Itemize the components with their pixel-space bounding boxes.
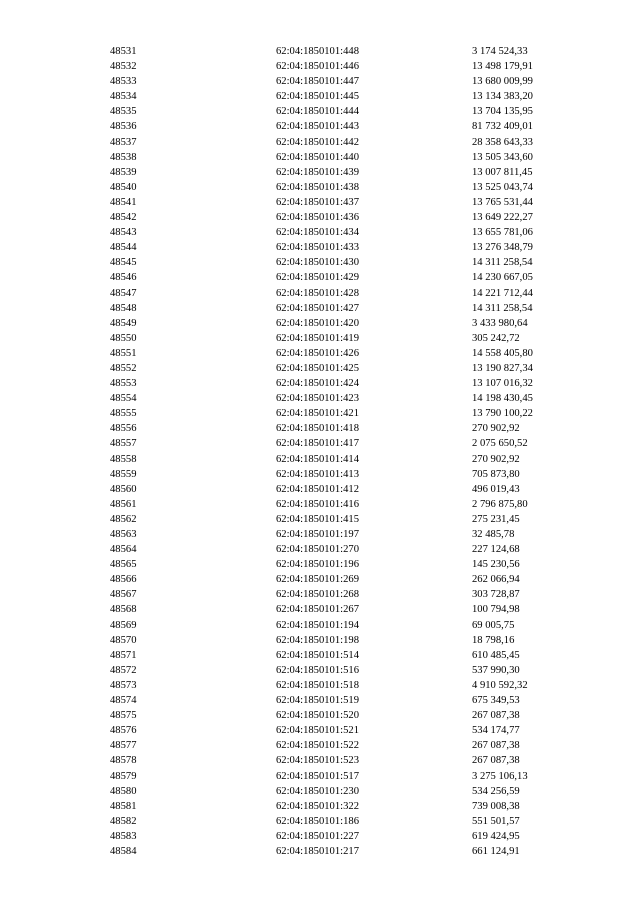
cadastral-number: 62:04:1850101:448 [276,46,359,57]
cadastral-value: 3 275 106,13 [472,770,528,782]
cadastral-number: 62:04:1850101:186 [276,815,359,827]
table-row [0,452,640,467]
table-row [0,467,640,482]
row-number: 48572 [110,664,137,676]
table-row [0,225,640,240]
table-row [0,391,640,406]
table-row [0,512,640,527]
row-number: 48552 [110,362,137,374]
cadastral-number: 62:04:1850101:416 [276,498,359,510]
table-row [0,678,640,693]
cadastral-number: 62:04:1850101:521 [276,725,359,737]
cadastral-number: 62:04:1850101:430 [276,257,359,269]
cadastral-number: 62:04:1850101:433 [276,242,359,254]
row-number: 48542 [110,212,137,224]
row-number: 48583 [110,830,137,842]
row-number: 48562 [110,513,137,525]
cadastral-number: 62:04:1850101:438 [276,181,359,193]
cadastral-value: 675 349,53 [472,695,520,707]
cadastral-value: 2 796 875,80 [472,498,528,510]
table-row [0,572,640,587]
cadastral-number: 62:04:1850101:520 [276,710,359,722]
row-number: 48555 [110,408,137,420]
table-row [0,331,640,346]
table-row [0,693,640,708]
table-row [0,104,640,119]
row-number: 48536 [110,121,137,133]
cadastral-number: 62:04:1850101:198 [276,634,359,646]
cadastral-number: 62:04:1850101:426 [276,347,359,359]
cadastral-value: 28 358 643,33 [472,136,533,148]
table-row [0,557,640,572]
cadastral-number: 62:04:1850101:446 [276,61,359,73]
cadastral-number: 62:04:1850101:440 [276,151,359,163]
cadastral-value: 267 087,38 [472,740,520,752]
cadastral-number: 62:04:1850101:415 [276,513,359,525]
table-row [0,663,640,678]
cadastral-number: 62:04:1850101:230 [276,785,359,797]
cadastral-value: 13 134 383,20 [472,91,533,103]
row-number: 48550 [110,332,137,344]
cadastral-value: 13 790 100,22 [472,408,533,420]
table-row [0,708,640,723]
cadastral-value: 14 311 258,54 [472,302,533,314]
table-row [0,648,640,663]
cadastral-number: 62:04:1850101:268 [276,589,359,601]
cadastral-value: 270 902,92 [472,423,520,435]
cadastral-value: 13 007 811,45 [472,166,533,178]
table-row [0,602,640,617]
row-number: 48584 [110,845,137,857]
cadastral-number: 62:04:1850101:414 [276,453,359,465]
row-number: 48548 [110,302,137,314]
row-number: 48565 [110,559,137,571]
cadastral-number: 62:04:1850101:518 [276,679,359,691]
cadastral-value: 13 680 009,99 [472,76,533,88]
row-number: 48570 [110,634,137,646]
cadastral-value: 705 873,80 [472,468,520,480]
cadastral-value: 145 230,56 [472,559,520,571]
row-number: 48540 [110,181,137,193]
cadastral-value: 13 107 016,32 [472,378,533,390]
cadastral-value: 275 231,45 [472,513,520,525]
table-row [0,89,640,104]
table-row [0,738,640,753]
cadastral-value: 270 902,92 [472,453,520,465]
table-row [0,270,640,285]
table-row [0,376,640,391]
table-row [0,799,640,814]
row-number: 48558 [110,453,137,465]
row-number: 48532 [110,61,137,73]
cadastral-value: 262 066,94 [472,574,520,586]
cadastral-number: 62:04:1850101:439 [276,166,359,178]
cadastral-value: 13 649 222,27 [472,212,533,224]
row-number: 48581 [110,800,137,812]
row-number: 48574 [110,695,137,707]
row-number: 48533 [110,76,137,88]
row-number: 48557 [110,438,137,450]
cadastral-number: 62:04:1850101:425 [276,362,359,374]
cadastral-value: 610 485,45 [472,649,520,661]
table-row [0,59,640,74]
row-number: 48568 [110,604,137,616]
cadastral-number: 62:04:1850101:322 [276,800,359,812]
row-number: 48537 [110,136,137,148]
row-number: 48578 [110,755,137,767]
table-row [0,361,640,376]
cadastral-number: 62:04:1850101:197 [276,529,359,540]
table-row [0,406,640,421]
cadastral-value-table [0,44,640,859]
cadastral-value: 14 230 667,05 [472,272,533,284]
row-number: 48573 [110,679,137,691]
cadastral-value: 13 190 827,34 [472,362,533,374]
table-row [0,240,640,255]
cadastral-value: 534 174,77 [472,725,520,737]
cadastral-number: 62:04:1850101:523 [276,755,359,767]
table-row [0,74,640,89]
cadastral-value: 303 728,87 [472,589,520,601]
cadastral-value: 14 558 405,80 [472,347,533,359]
row-number: 48538 [110,151,137,163]
table-row [0,844,640,859]
row-number: 48535 [110,106,137,118]
cadastral-number: 62:04:1850101:421 [276,408,359,420]
row-number: 48544 [110,242,137,254]
table-row [0,784,640,799]
table-row [0,150,640,165]
cadastral-number: 62:04:1850101:519 [276,695,359,707]
cadastral-number: 62:04:1850101:267 [276,604,359,616]
row-number: 48575 [110,710,137,722]
row-number: 48560 [110,483,137,495]
row-number: 48580 [110,785,137,797]
cadastral-value: 496 019,43 [472,483,520,495]
cadastral-value: 4 910 592,32 [472,679,528,691]
cadastral-value: 661 124,91 [472,845,520,857]
row-number: 48547 [110,287,137,299]
table-row [0,587,640,602]
table-row [0,723,640,738]
table-row [0,301,640,316]
cadastral-number: 62:04:1850101:444 [276,106,359,118]
row-number: 48566 [110,574,137,586]
table-row [0,165,640,180]
table-row [0,195,640,210]
table-row [0,769,640,784]
cadastral-number: 62:04:1850101:194 [276,619,359,631]
row-number: 48543 [110,227,137,239]
table-row [0,421,640,436]
cadastral-value: 534 256,59 [472,785,520,797]
row-number: 48539 [110,166,137,178]
cadastral-number: 62:04:1850101:418 [276,423,359,435]
table-row [0,436,640,451]
cadastral-number: 62:04:1850101:437 [276,196,359,208]
table-row [0,829,640,844]
cadastral-number: 62:04:1850101:217 [276,845,359,857]
row-number: 48576 [110,725,137,737]
cadastral-number: 62:04:1850101:424 [276,378,359,390]
cadastral-value: 267 087,38 [472,755,520,767]
cadastral-value: 13 498 179,91 [472,61,533,73]
table-row [0,542,640,557]
cadastral-value: 305 242,72 [472,332,520,344]
cadastral-value: 2 075 650,52 [472,438,528,450]
table-row [0,346,640,361]
cadastral-value: 619 424,95 [472,830,520,842]
row-number: 48545 [110,257,137,269]
row-number: 48571 [110,649,137,661]
cadastral-value: 537 990,30 [472,664,520,676]
table-row [0,210,640,225]
cadastral-number: 62:04:1850101:227 [276,830,359,842]
cadastral-value: 14 221 712,44 [472,287,533,299]
cadastral-value: 267 087,38 [472,710,520,722]
cadastral-number: 62:04:1850101:447 [276,76,359,88]
cadastral-number: 62:04:1850101:427 [276,302,359,314]
cadastral-number: 62:04:1850101:429 [276,272,359,284]
cadastral-value: 13 765 531,44 [472,196,533,208]
cadastral-number: 62:04:1850101:412 [276,483,359,495]
table-row [0,316,640,331]
cadastral-value: 14 198 430,45 [472,393,533,405]
row-number: 48549 [110,317,137,329]
table-row [0,135,640,150]
row-number: 48541 [110,196,137,208]
cadastral-value: 18 798,16 [472,634,515,646]
cadastral-number: 62:04:1850101:417 [276,438,359,450]
cadastral-number: 62:04:1850101:442 [276,136,359,148]
table-row [0,255,640,270]
row-number: 48554 [110,393,137,405]
row-number: 48559 [110,468,137,480]
row-number: 48577 [110,740,137,752]
cadastral-number: 62:04:1850101:269 [276,574,359,586]
table-row [0,482,640,497]
row-number: 48546 [110,272,137,284]
table-row [0,814,640,829]
row-number: 48582 [110,815,137,827]
cadastral-number: 62:04:1850101:522 [276,740,359,752]
cadastral-value: 13 276 348,79 [472,242,533,254]
cadastral-value: 551 501,57 [472,815,520,827]
row-number: 48561 [110,498,137,510]
cadastral-number: 62:04:1850101:443 [276,121,359,133]
cadastral-number: 62:04:1850101:516 [276,664,359,676]
cadastral-value: 13 704 135,95 [472,106,533,118]
table-row [0,633,640,648]
row-number: 48531 [110,46,137,57]
cadastral-value: 69 005,75 [472,619,515,631]
row-number: 48569 [110,619,137,631]
cadastral-value: 14 311 258,54 [472,257,533,269]
cadastral-number: 62:04:1850101:445 [276,91,359,103]
cadastral-number: 62:04:1850101:196 [276,559,359,571]
cadastral-value: 13 655 781,06 [472,227,533,239]
cadastral-number: 62:04:1850101:423 [276,393,359,405]
cadastral-value: 3 433 980,64 [472,317,528,329]
table-row [0,44,640,59]
cadastral-number: 62:04:1850101:413 [276,468,359,480]
row-number: 48556 [110,423,137,435]
cadastral-number: 62:04:1850101:428 [276,287,359,299]
cadastral-value: 100 794,98 [472,604,520,616]
cadastral-number: 62:04:1850101:270 [276,544,359,556]
cadastral-value: 3 174 524,33 [472,46,528,57]
cadastral-number: 62:04:1850101:436 [276,212,359,224]
cadastral-number: 62:04:1850101:517 [276,770,359,782]
cadastral-value: 227 124,68 [472,544,520,556]
cadastral-value: 13 525 043,74 [472,181,533,193]
cadastral-number: 62:04:1850101:420 [276,317,359,329]
row-number: 48534 [110,91,137,103]
table-row [0,497,640,512]
table-row [0,286,640,301]
table-row [0,527,640,542]
row-number: 48579 [110,770,137,782]
cadastral-number: 62:04:1850101:419 [276,332,359,344]
cadastral-number: 62:04:1850101:434 [276,227,359,239]
row-number: 48551 [110,347,137,359]
cadastral-value: 13 505 343,60 [472,151,533,163]
row-number: 48564 [110,544,137,556]
cadastral-value: 739 008,38 [472,800,520,812]
table-row [0,753,640,768]
cadastral-value: 81 732 409,01 [472,121,533,133]
table-row [0,618,640,633]
table-row [0,119,640,134]
row-number: 48567 [110,589,137,601]
cadastral-number: 62:04:1850101:514 [276,649,359,661]
row-number: 48563 [110,529,137,540]
table-row [0,180,640,195]
row-number: 48553 [110,378,137,390]
cadastral-value: 32 485,78 [472,529,515,540]
